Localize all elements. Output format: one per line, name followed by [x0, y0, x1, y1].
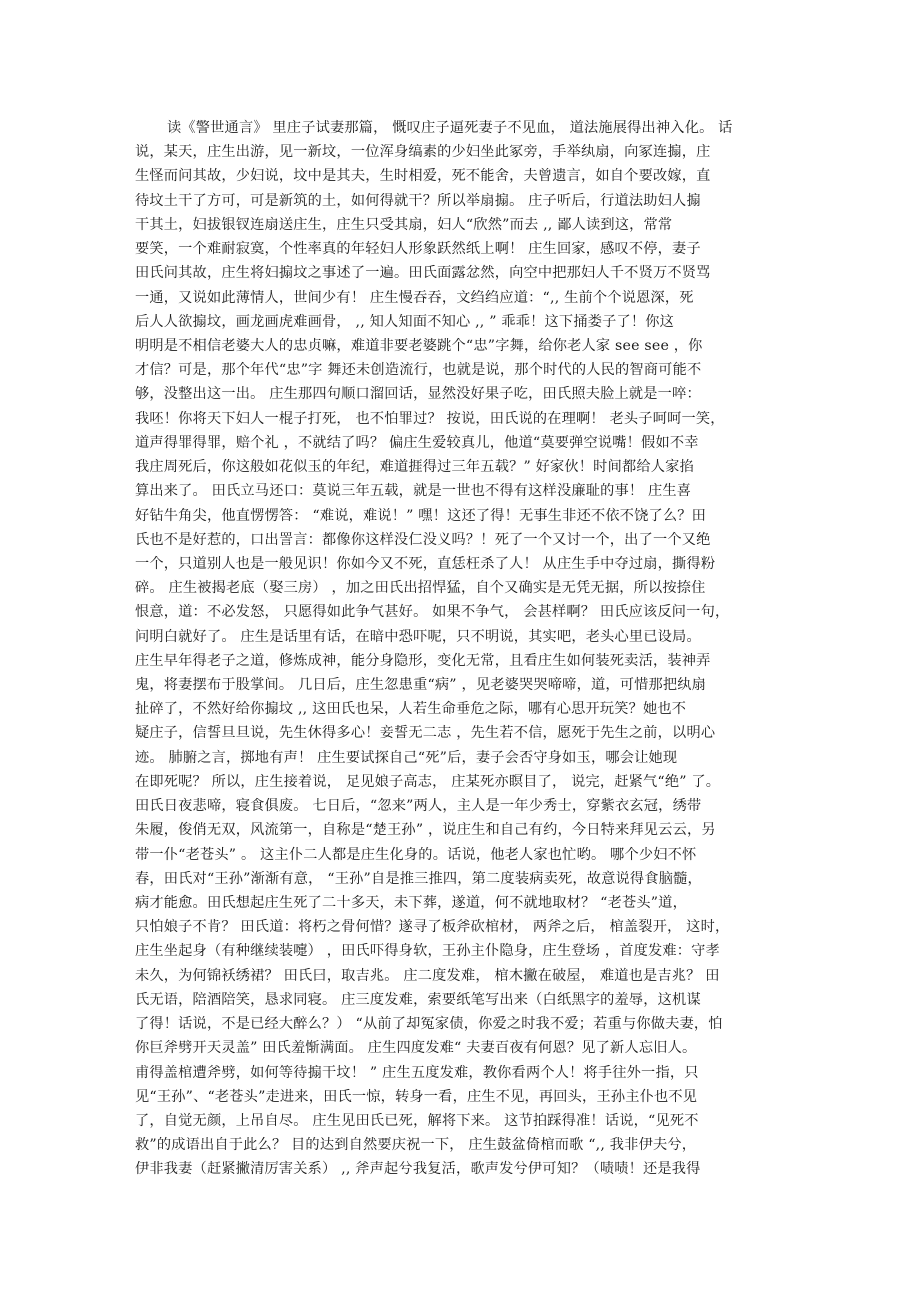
text-line: 你巨斧劈开天灵盖” 田氏羞惭满面。 庄生四度发难“ 夫妻百夜有何恩？见了新人忘旧人。	[135, 1040, 697, 1057]
text-line: 我呸！你将天下妇人一棍子打死， 也不怕罪过？ 按说，田氏说的在理啊！ 老头子呵呵一笑，	[135, 410, 725, 427]
text-line: 鬼，将妻摆布于股掌间。 几日后，庄生忽患重“病” ，见老婆哭哭啼啼，道，可惜那把纨扇	[135, 677, 707, 694]
text-line: 庄生早年得老子之道，修炼成神，能分身隐形，变化无常，且看庄生如何装死卖活，装神弄	[135, 652, 711, 669]
text-line: 朱履，俊俏无双，风流第一，自称是“楚王孙” ，说庄生和自己有约，今日特来拜见云云，另	[135, 822, 716, 839]
text-line: 救”的成语出自于此么？ 目的达到自然要庆祝一下， 庄生鼓盆倚棺而歌 “,, 我非伊夫兮，	[135, 1137, 697, 1154]
text-line: 了，自觉无颜，上吊自尽。 庄生见田氏已死，解将下来。 这节拍踩得准！话说，“见死不	[135, 1112, 699, 1129]
text-line: 读《警世通言》 里庄子试妻那篇， 慨叹庄子逼死妻子不见血， 道法施展得出神入化。 话	[167, 120, 733, 136]
text-line: 明明是不相信老婆大人的忠贞嘛，难道非要老婆跳个“忠”字舞，给你老人家 see see ，你	[135, 337, 703, 354]
text-line: 生怪而问其故，少妇说，坟中是其夫，生时相爱，死不能舍，夫曾遗言，如自个要改嫁，直	[135, 168, 711, 185]
text-line: 了得！话说，不是已经大醉么？） “从前了却冤家债，你爱之时我不爱；若重与你做夫妻，怕	[135, 1016, 723, 1033]
text-line: 一个，只道别人也是一般见识！你如今又不死，直恁枉杀了人！ 从庄生手中夺过扇，撕得粉	[135, 555, 716, 572]
text-line: 病才能愈。田氏想起庄生死了二十多天，未下葬，遂道，何不就地取材？ “老苍头”道，	[135, 895, 687, 911]
text-line: 要笑，一个难耐寂寞，个性率真的年轻妇人形象跃然纸上啊！ 庄生回家，感叹不停，妻子	[135, 241, 701, 258]
text-line: 田氏问其故，庄生将妇搧坟之事述了一遍。田氏面露忿然，向空中把那妇人千不贤万不贤骂	[135, 265, 711, 282]
text-line: 甫得盖棺遭斧劈，如何等待搧干坟！ ” 庄生五度发难，教你看两个人！将手往外一指，只	[135, 1064, 699, 1081]
text-line: 待坟土干了方可，可是新筑的土，如何得就干？所以举扇搧。 庄子听后，行道法助妇人搧	[135, 192, 701, 209]
text-line: 迹。 肺腑之言，掷地有声！ 庄生要试探自己“死”后，妻子会否守身如玉，哪会让她现	[135, 749, 678, 766]
text-line: 伊非我妻（赶紧撇清厉害关系） ,, 斧声起兮我复活，歌声发兮伊可知？（啧啧！还是我得	[135, 1161, 701, 1178]
text-line: 只怕娘子不肯？ 田氏道：将朽之骨何惜？遂寻了板斧砍棺材， 两斧之后， 棺盖裂开， 这时，	[135, 919, 730, 936]
text-line: 说，某天，庄生出游，见一新坟，一位浑身缟素的少妇坐此冢旁，手举纨扇，向冢连搧，庄	[135, 144, 711, 161]
text-line: 田氏日夜悲啼，寝食俱废。 七日后，“忽来”两人，主人是一年少秀士，穿紫衣玄冠，绣带	[135, 798, 702, 815]
text-line: 才信？可是，那个年代“忠”字 舞还未创造流行，也就是说，那个时代的人民的智商可能不	[135, 362, 702, 379]
text-line: 够，没整出这一出。 庄生那四句顺口溜回话，显然没好果子吃，田氏照夫脸上就是一啐：	[135, 386, 701, 403]
text-line: 问明白就好了。 庄生是话里有话，在暗中恐吓呢，只不明说，其实吧，老头心里已设局。	[135, 628, 701, 645]
text-line: 碎。 庄生被揭老底（娶三房） ，加之田氏出招悍猛，自个又确实是无凭无据，所以按捺住	[135, 580, 706, 597]
text-line: 带一仆“老苍头” 。 这主仆二人都是庄生化身的。话说，他老人家也忙哟。 哪个少妇不怀	[135, 846, 697, 863]
text-line: 庄生坐起身（有种继续装嚏） ，田氏吓得身软，王孙主仆隐身，庄生登场 ，首度发难：守孝	[135, 943, 720, 960]
text-line: 氏无语，陪酒陪笑，恳求同寝。 庄三度发难，索要纸笔写出来（白纸黑字的羞辱，这机谋	[135, 991, 701, 1008]
text-line: 我庄周死后，你这般如花似玉的年纪，难道捱得过三年五载？” 好家伙！时间都给人家掐	[135, 459, 694, 476]
text-line: 扯碎了，不然好给你搧坟 ,, 这田氏也呆，人若生命垂危之际，哪有心思开玩笑？她也不	[135, 701, 687, 718]
text-line: 未久，为何锦袄绣裙？ 田氏曰，取吉兆。 庄二度发难， 棺木撇在破屋， 难道也是吉兆？ 田	[135, 967, 720, 984]
text-line: 在即死呢？ 所以，庄生接着说， 足见娘子高志， 庄某死亦瞑目了， 说完，赶紧气“绝” 了。	[135, 773, 721, 790]
text-line: 氏也不是好惹的，口出詈言：都像你这样没仁没义吗？！死了一个又讨一个，出了一个又绝	[135, 531, 711, 548]
text-line: 好钻牛角尖，他直愣愣答： “难说，难说！” 嘿！这还了得！无事生非还不依不饶了么？田	[135, 507, 707, 524]
text-line: 后人人欲搧坟，画龙画虎难画骨， ,, 知人知面不知心 ,, ” 乖乖！这下捅娄子了！你这	[135, 313, 675, 330]
body-text	[135, 116, 795, 1182]
text-line: 疑庄子，信誓旦旦说，先生休得多心！妾誓无二志 ，先生若不信，愿死于先生之前，以明心	[135, 725, 716, 742]
text-line: 一通，又说如此薄情人，世间少有！ 庄生慢吞吞，文绉绉应道：“,, 生前个个说恩深，死	[135, 289, 694, 306]
text-line: 见“王孙”、“老苍头”走进来，田氏一惊，转身一看，庄生不见，再回头，王孙主仆也不见	[135, 1088, 698, 1105]
text-line: 春，田氏对“王孙”渐渐有意， “王孙”自是推三推四，第二度装病卖死，故意说得食脑髓，	[135, 870, 702, 887]
text-line: 道声得罪得罪，赔个礼 ，不就结了吗？ 偏庄生爱较真儿，他道“莫要弹空说嘴！假如不幸	[135, 434, 699, 451]
text-line: 恨意，道：不必发怒， 只愿得如此争气甚好。 如果不争气， 会甚样啊？ 田氏应该反问一句，	[135, 604, 730, 621]
text-line: 算出来了。 田氏立马还口：莫说三年五载，就是一世也不得有这样没廉耻的事！ 庄生喜	[135, 483, 692, 500]
text-line: 干其土，妇拔银钗连扇送庄生，庄生只受其扇，妇人“欣然”而去 ,, 鄙人读到这，常常	[135, 216, 673, 233]
